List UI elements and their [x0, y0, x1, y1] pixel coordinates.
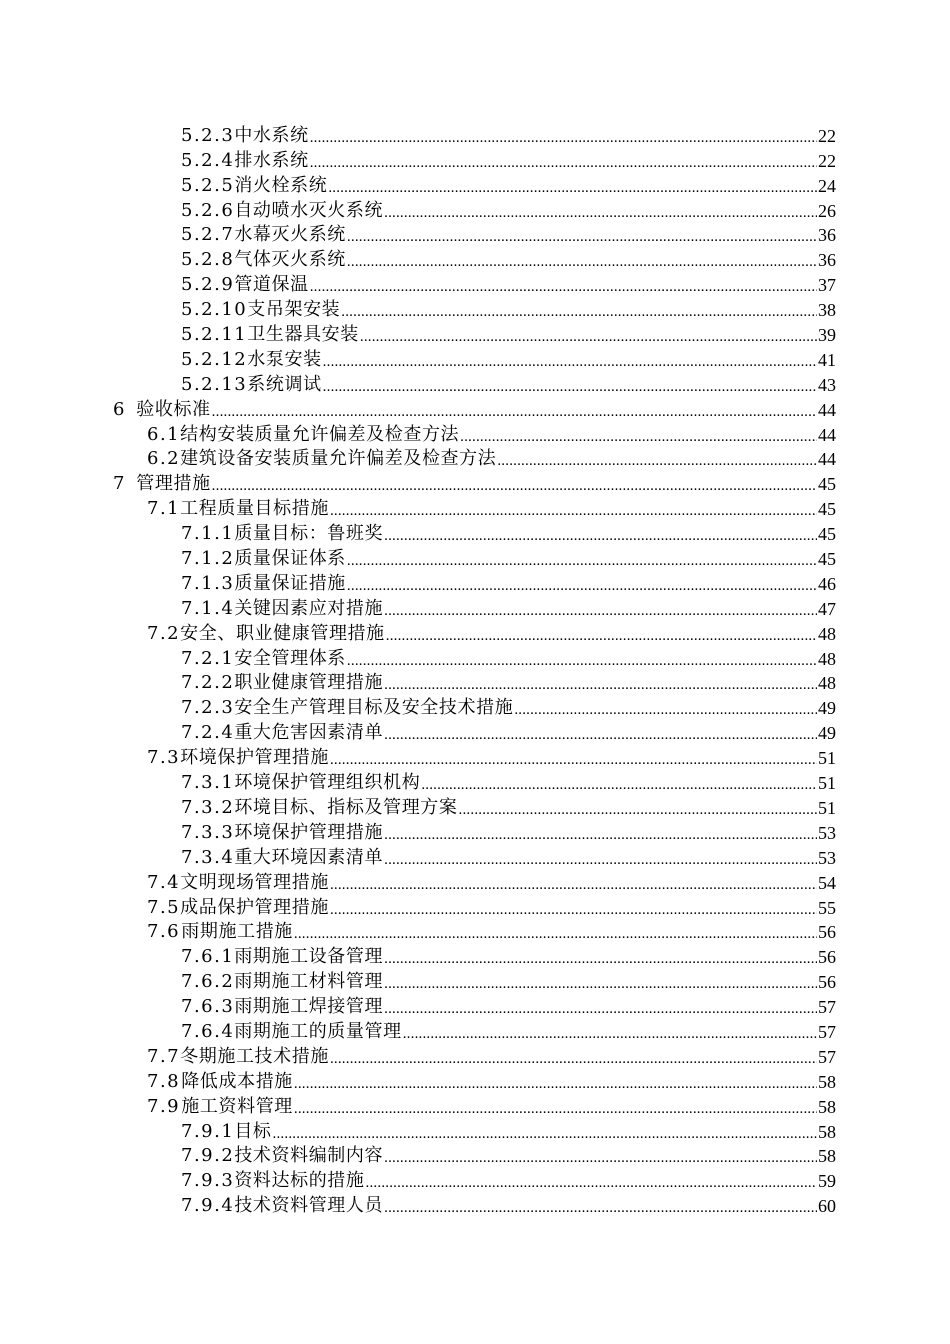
toc-entry[interactable]: [181, 720, 950, 745]
toc-entry-number: 5.2.4: [181, 149, 235, 171]
toc-entry-page-number: 22: [818, 150, 836, 171]
toc-entry-page-number: 44: [818, 449, 836, 470]
toc-entry-title: 质量保证措施: [234, 572, 346, 594]
toc-dot-leader: [384, 825, 817, 845]
toc-entry-title: 系统调试: [247, 373, 322, 395]
toc-entry-title: 环境保护管理措施: [180, 747, 329, 769]
toc-dot-leader: [421, 775, 817, 795]
toc-entry-page-number: 45: [818, 499, 836, 520]
toc-entry[interactable]: [181, 646, 950, 671]
toc-entry-page-number: 41: [818, 349, 836, 370]
toc-dot-leader: [384, 1198, 817, 1218]
toc-dot-leader: [459, 800, 817, 820]
toc-entry[interactable]: [181, 571, 950, 596]
toc-entry[interactable]: [147, 422, 950, 447]
toc-entry[interactable]: [181, 521, 950, 546]
toc-entry-title: 雨期施工设备管理: [234, 946, 384, 968]
toc-entry-page-number: 58: [818, 1096, 836, 1117]
toc-dot-leader: [330, 900, 817, 920]
toc-entry-page-number: 44: [818, 424, 836, 445]
toc-dot-leader: [384, 526, 817, 546]
toc-dot-leader: [360, 327, 817, 347]
toc-entry-number: 7: [113, 473, 126, 495]
toc-entry-page-number: 37: [818, 275, 836, 296]
toc-entry-title: 管道保温: [234, 274, 309, 296]
toc-entry-title: 排水系统: [234, 149, 309, 171]
toc-entry[interactable]: [181, 272, 950, 297]
toc-dot-leader: [384, 999, 817, 1019]
toc-entry-number: 5.2.9: [181, 274, 235, 296]
toc-entry-title: 成品保护管理措施: [180, 896, 329, 918]
toc-dot-leader: [347, 651, 817, 671]
toc-entry-title: 验收标准: [136, 398, 211, 420]
table-of-contents: [0, 123, 950, 1218]
toc-dot-leader: [323, 352, 817, 372]
toc-entry-title: 雨期施工的质量管理: [234, 1020, 402, 1042]
toc-entry-page-number: 56: [818, 972, 836, 993]
toc-entry-title: 雨期施工焊接管理: [234, 996, 384, 1018]
toc-dot-leader: [330, 750, 817, 770]
toc-entry-title: 水幕灭火系统: [234, 224, 346, 246]
toc-entry-title: 环境保护管理组织机构: [234, 772, 421, 794]
toc-entry-title: 技术资料管理人员: [234, 1195, 384, 1217]
toc-entry-page-number: 58: [818, 1121, 836, 1142]
toc-entry-page-number: 47: [818, 598, 836, 619]
toc-entry-title: 气体灭火系统: [234, 249, 346, 271]
toc-entry[interactable]: [181, 695, 950, 720]
toc-entry-number: 7.3.2: [181, 796, 235, 818]
toc-entry-number: 7.6.3: [181, 996, 235, 1018]
toc-entry-title: 冬期施工技术措施: [180, 1045, 329, 1067]
toc-entry-number: 7.6.1: [181, 946, 235, 968]
toc-entry[interactable]: [147, 1044, 950, 1069]
toc-entry-number: 5.2.13: [181, 373, 248, 395]
toc-entry[interactable]: [181, 297, 950, 322]
toc-entry-number: 7.2.3: [181, 697, 235, 719]
toc-entry-title: 安全、职业健康管理措施: [180, 622, 385, 644]
toc-entry-title: 质量目标：鲁班奖: [234, 523, 384, 545]
toc-entry[interactable]: [181, 820, 950, 845]
toc-entry-number: 7.3.4: [181, 846, 235, 868]
toc-dot-leader: [497, 451, 817, 471]
toc-entry-page-number: 45: [818, 524, 836, 545]
toc-entry[interactable]: [181, 372, 950, 397]
toc-entry[interactable]: [113, 471, 950, 496]
toc-entry-title: 卫生器具安装: [247, 324, 359, 346]
toc-entry-number: 7.1.2: [181, 548, 235, 570]
toc-entry-title: 环境保护管理措施: [234, 821, 384, 843]
toc-dot-leader: [366, 1173, 817, 1193]
toc-entry-page-number: 59: [818, 1171, 836, 1192]
toc-entry-number: 7.6.2: [181, 971, 235, 993]
toc-entry-title: 技术资料编制内容: [234, 1145, 384, 1167]
toc-dot-leader: [384, 675, 817, 695]
toc-entry[interactable]: [181, 198, 950, 223]
toc-entry[interactable]: [181, 1019, 950, 1044]
toc-entry-page-number: 36: [818, 225, 836, 246]
toc-dot-leader: [384, 1148, 817, 1168]
toc-entry-title: 环境目标、指标及管理方案: [234, 796, 458, 818]
toc-entry-title: 降低成本措施: [181, 1070, 293, 1092]
toc-entry-title: 质量保证体系: [234, 548, 346, 570]
toc-entry-page-number: 57: [818, 1046, 836, 1067]
toc-entry-page-number: 51: [818, 797, 836, 818]
toc-entry-page-number: 44: [818, 399, 836, 420]
toc-entry-title: 雨期施工材料管理: [234, 971, 384, 993]
toc-dot-leader: [384, 601, 817, 621]
toc-entry-title: 支吊架安装: [247, 299, 341, 321]
toc-dot-leader: [212, 476, 817, 496]
toc-entry-page-number: 45: [818, 549, 836, 570]
toc-entry[interactable]: [181, 671, 950, 696]
toc-entry[interactable]: [181, 994, 950, 1019]
toc-entry-title: 建筑设备安装质量允许偏差及检查方法: [180, 448, 497, 470]
toc-dot-leader: [273, 1124, 817, 1144]
toc-entry-number: 5.2.12: [181, 348, 248, 370]
toc-dot-leader: [341, 302, 817, 322]
toc-dot-leader: [310, 128, 817, 148]
toc-entry-number: 7.2.2: [181, 672, 235, 694]
toc-entry-page-number: 56: [818, 922, 836, 943]
toc-entry-page-number: 22: [818, 125, 836, 146]
toc-entry[interactable]: [147, 1069, 950, 1094]
toc-entry-page-number: 58: [818, 1146, 836, 1167]
toc-entry-number: 7.3.1: [181, 772, 235, 794]
toc-entry-number: 7.9: [147, 1095, 181, 1117]
toc-entry-page-number: 57: [818, 1021, 836, 1042]
toc-entry[interactable]: [181, 1119, 950, 1144]
toc-entry[interactable]: [181, 1168, 950, 1193]
toc-entry[interactable]: [181, 173, 950, 198]
toc-entry-number: 7.6: [147, 921, 181, 943]
toc-entry-page-number: 51: [818, 773, 836, 794]
toc-entry-number: 5.2.5: [181, 174, 235, 196]
toc-entry-page-number: 46: [818, 573, 836, 594]
toc-dot-leader: [330, 501, 817, 521]
toc-entry-page-number: 45: [818, 474, 836, 495]
toc-entry[interactable]: [147, 1094, 950, 1119]
toc-entry-number: 5.2.11: [181, 324, 248, 346]
toc-entry-number: 5.2.6: [181, 199, 235, 221]
toc-dot-leader: [514, 700, 817, 720]
toc-dot-leader: [310, 153, 817, 173]
toc-entry-number: 7.2.1: [181, 647, 235, 669]
toc-entry-page-number: 60: [818, 1196, 836, 1217]
toc-entry-title: 安全生产管理目标及安全技术措施: [234, 697, 514, 719]
toc-entry[interactable]: [181, 969, 950, 994]
toc-entry-title: 自动喷水灭火系统: [234, 199, 384, 221]
toc-entry-page-number: 56: [818, 947, 836, 968]
toc-dot-leader: [460, 427, 817, 447]
toc-entry[interactable]: [181, 247, 950, 272]
toc-entry-number: 7.8: [147, 1070, 181, 1092]
toc-entry-number: 7.6.4: [181, 1020, 235, 1042]
toc-entry[interactable]: [181, 223, 950, 248]
toc-entry-title: 重大环境因素清单: [234, 846, 384, 868]
toc-entry[interactable]: [181, 123, 950, 148]
toc-dot-leader: [323, 377, 817, 397]
toc-entry-page-number: 48: [818, 648, 836, 669]
toc-entry-number: 5.2.10: [181, 299, 248, 321]
toc-entry-title: 雨期施工措施: [181, 921, 293, 943]
toc-dot-leader: [294, 924, 817, 944]
toc-entry[interactable]: [181, 795, 950, 820]
toc-entry-title: 施工资料管理: [181, 1095, 293, 1117]
toc-entry-number: 7.9.3: [181, 1170, 235, 1192]
toc-entry-title: 安全管理体系: [234, 647, 346, 669]
toc-entry-page-number: 48: [818, 673, 836, 694]
toc-entry[interactable]: [147, 920, 950, 945]
toc-entry-title: 文明现场管理措施: [180, 871, 329, 893]
toc-entry-number: 7.2: [147, 622, 181, 644]
toc-entry-number: 7.2.4: [181, 722, 235, 744]
toc-entry-page-number: 48: [818, 623, 836, 644]
toc-entry-number: 7.5: [147, 896, 181, 918]
toc-entry-number: 7.9.4: [181, 1195, 235, 1217]
toc-entry-number: 6.1: [147, 423, 181, 445]
toc-dot-leader: [328, 178, 817, 198]
toc-entry-page-number: 53: [818, 822, 836, 843]
toc-entry[interactable]: [113, 397, 950, 422]
toc-entry[interactable]: [147, 621, 950, 646]
toc-dot-leader: [310, 277, 817, 297]
toc-entry[interactable]: [147, 496, 950, 521]
toc-dot-leader: [384, 949, 817, 969]
toc-dot-leader: [403, 1024, 817, 1044]
toc-entry-number: 5.2.8: [181, 249, 235, 271]
toc-entry-title: 消火栓系统: [234, 174, 328, 196]
toc-entry[interactable]: [181, 845, 950, 870]
toc-dot-leader: [386, 626, 817, 646]
toc-dot-leader: [347, 252, 817, 272]
toc-entry-number: 7.1: [147, 498, 181, 520]
toc-entry[interactable]: [181, 1144, 950, 1169]
toc-entry[interactable]: [147, 895, 950, 920]
toc-entry[interactable]: [147, 745, 950, 770]
toc-entry-number: 7.7: [147, 1045, 181, 1067]
toc-entry[interactable]: [181, 596, 950, 621]
toc-dot-leader: [347, 551, 817, 571]
toc-entry-page-number: 54: [818, 872, 836, 893]
toc-dot-leader: [384, 203, 817, 223]
toc-entry-title: 目标: [234, 1120, 272, 1142]
toc-dot-leader: [294, 1074, 817, 1094]
toc-entry-number: 6.2: [147, 448, 181, 470]
toc-entry[interactable]: [181, 322, 950, 347]
toc-entry-number: 7.1.1: [181, 523, 235, 545]
toc-entry-number: 7.3.3: [181, 821, 235, 843]
toc-dot-leader: [384, 850, 817, 870]
toc-entry[interactable]: [181, 770, 950, 795]
toc-entry-title: 关键因素应对措施: [234, 597, 384, 619]
toc-dot-leader: [330, 1049, 817, 1069]
toc-dot-leader: [212, 402, 817, 422]
toc-entry-page-number: 26: [818, 200, 836, 221]
toc-entry-number: 7.1.4: [181, 597, 235, 619]
toc-entry-title: 水泵安装: [247, 348, 322, 370]
toc-entry[interactable]: [147, 447, 950, 472]
toc-entry-page-number: 38: [818, 300, 836, 321]
toc-entry-page-number: 39: [818, 325, 836, 346]
toc-entry-title: 职业健康管理措施: [234, 672, 384, 694]
toc-entry-number: 7.9.2: [181, 1145, 235, 1167]
toc-entry[interactable]: [181, 1193, 950, 1218]
toc-entry-title: 中水系统: [234, 124, 309, 146]
toc-entry-page-number: 36: [818, 250, 836, 271]
toc-entry[interactable]: [181, 944, 950, 969]
toc-dot-leader: [384, 725, 817, 745]
toc-entry-number: 7.1.3: [181, 572, 235, 594]
toc-entry-page-number: 24: [818, 175, 836, 196]
toc-dot-leader: [294, 1099, 817, 1119]
toc-entry-title: 管理措施: [136, 473, 211, 495]
toc-entry[interactable]: [181, 546, 950, 571]
toc-entry-title: 资料达标的措施: [234, 1170, 365, 1192]
toc-entry-page-number: 43: [818, 374, 836, 395]
toc-entry-number: 7.9.1: [181, 1120, 235, 1142]
toc-entry-title: 重大危害因素清单: [234, 722, 384, 744]
toc-entry-number: 6: [113, 398, 126, 420]
toc-dot-leader: [347, 576, 817, 596]
toc-dot-leader: [347, 227, 817, 247]
toc-entry-title: 工程质量目标措施: [180, 498, 329, 520]
toc-entry-page-number: 53: [818, 847, 836, 868]
toc-entry-title: 结构安装质量允许偏差及检查方法: [180, 423, 460, 445]
toc-entry-number: 5.2.7: [181, 224, 235, 246]
toc-entry-page-number: 49: [818, 723, 836, 744]
toc-entry[interactable]: [147, 870, 950, 895]
toc-entry-number: 7.3: [147, 747, 181, 769]
toc-dot-leader: [384, 974, 817, 994]
toc-entry-number: 7.4: [147, 871, 181, 893]
toc-entry-page-number: 49: [818, 698, 836, 719]
toc-entry-number: 5.2.3: [181, 124, 235, 146]
toc-entry-page-number: 57: [818, 997, 836, 1018]
toc-entry[interactable]: [181, 148, 950, 173]
toc-entry-page-number: 51: [818, 748, 836, 769]
toc-entry-page-number: 58: [818, 1071, 836, 1092]
toc-entry-page-number: 55: [818, 897, 836, 918]
toc-entry[interactable]: [181, 347, 950, 372]
toc-dot-leader: [330, 875, 817, 895]
